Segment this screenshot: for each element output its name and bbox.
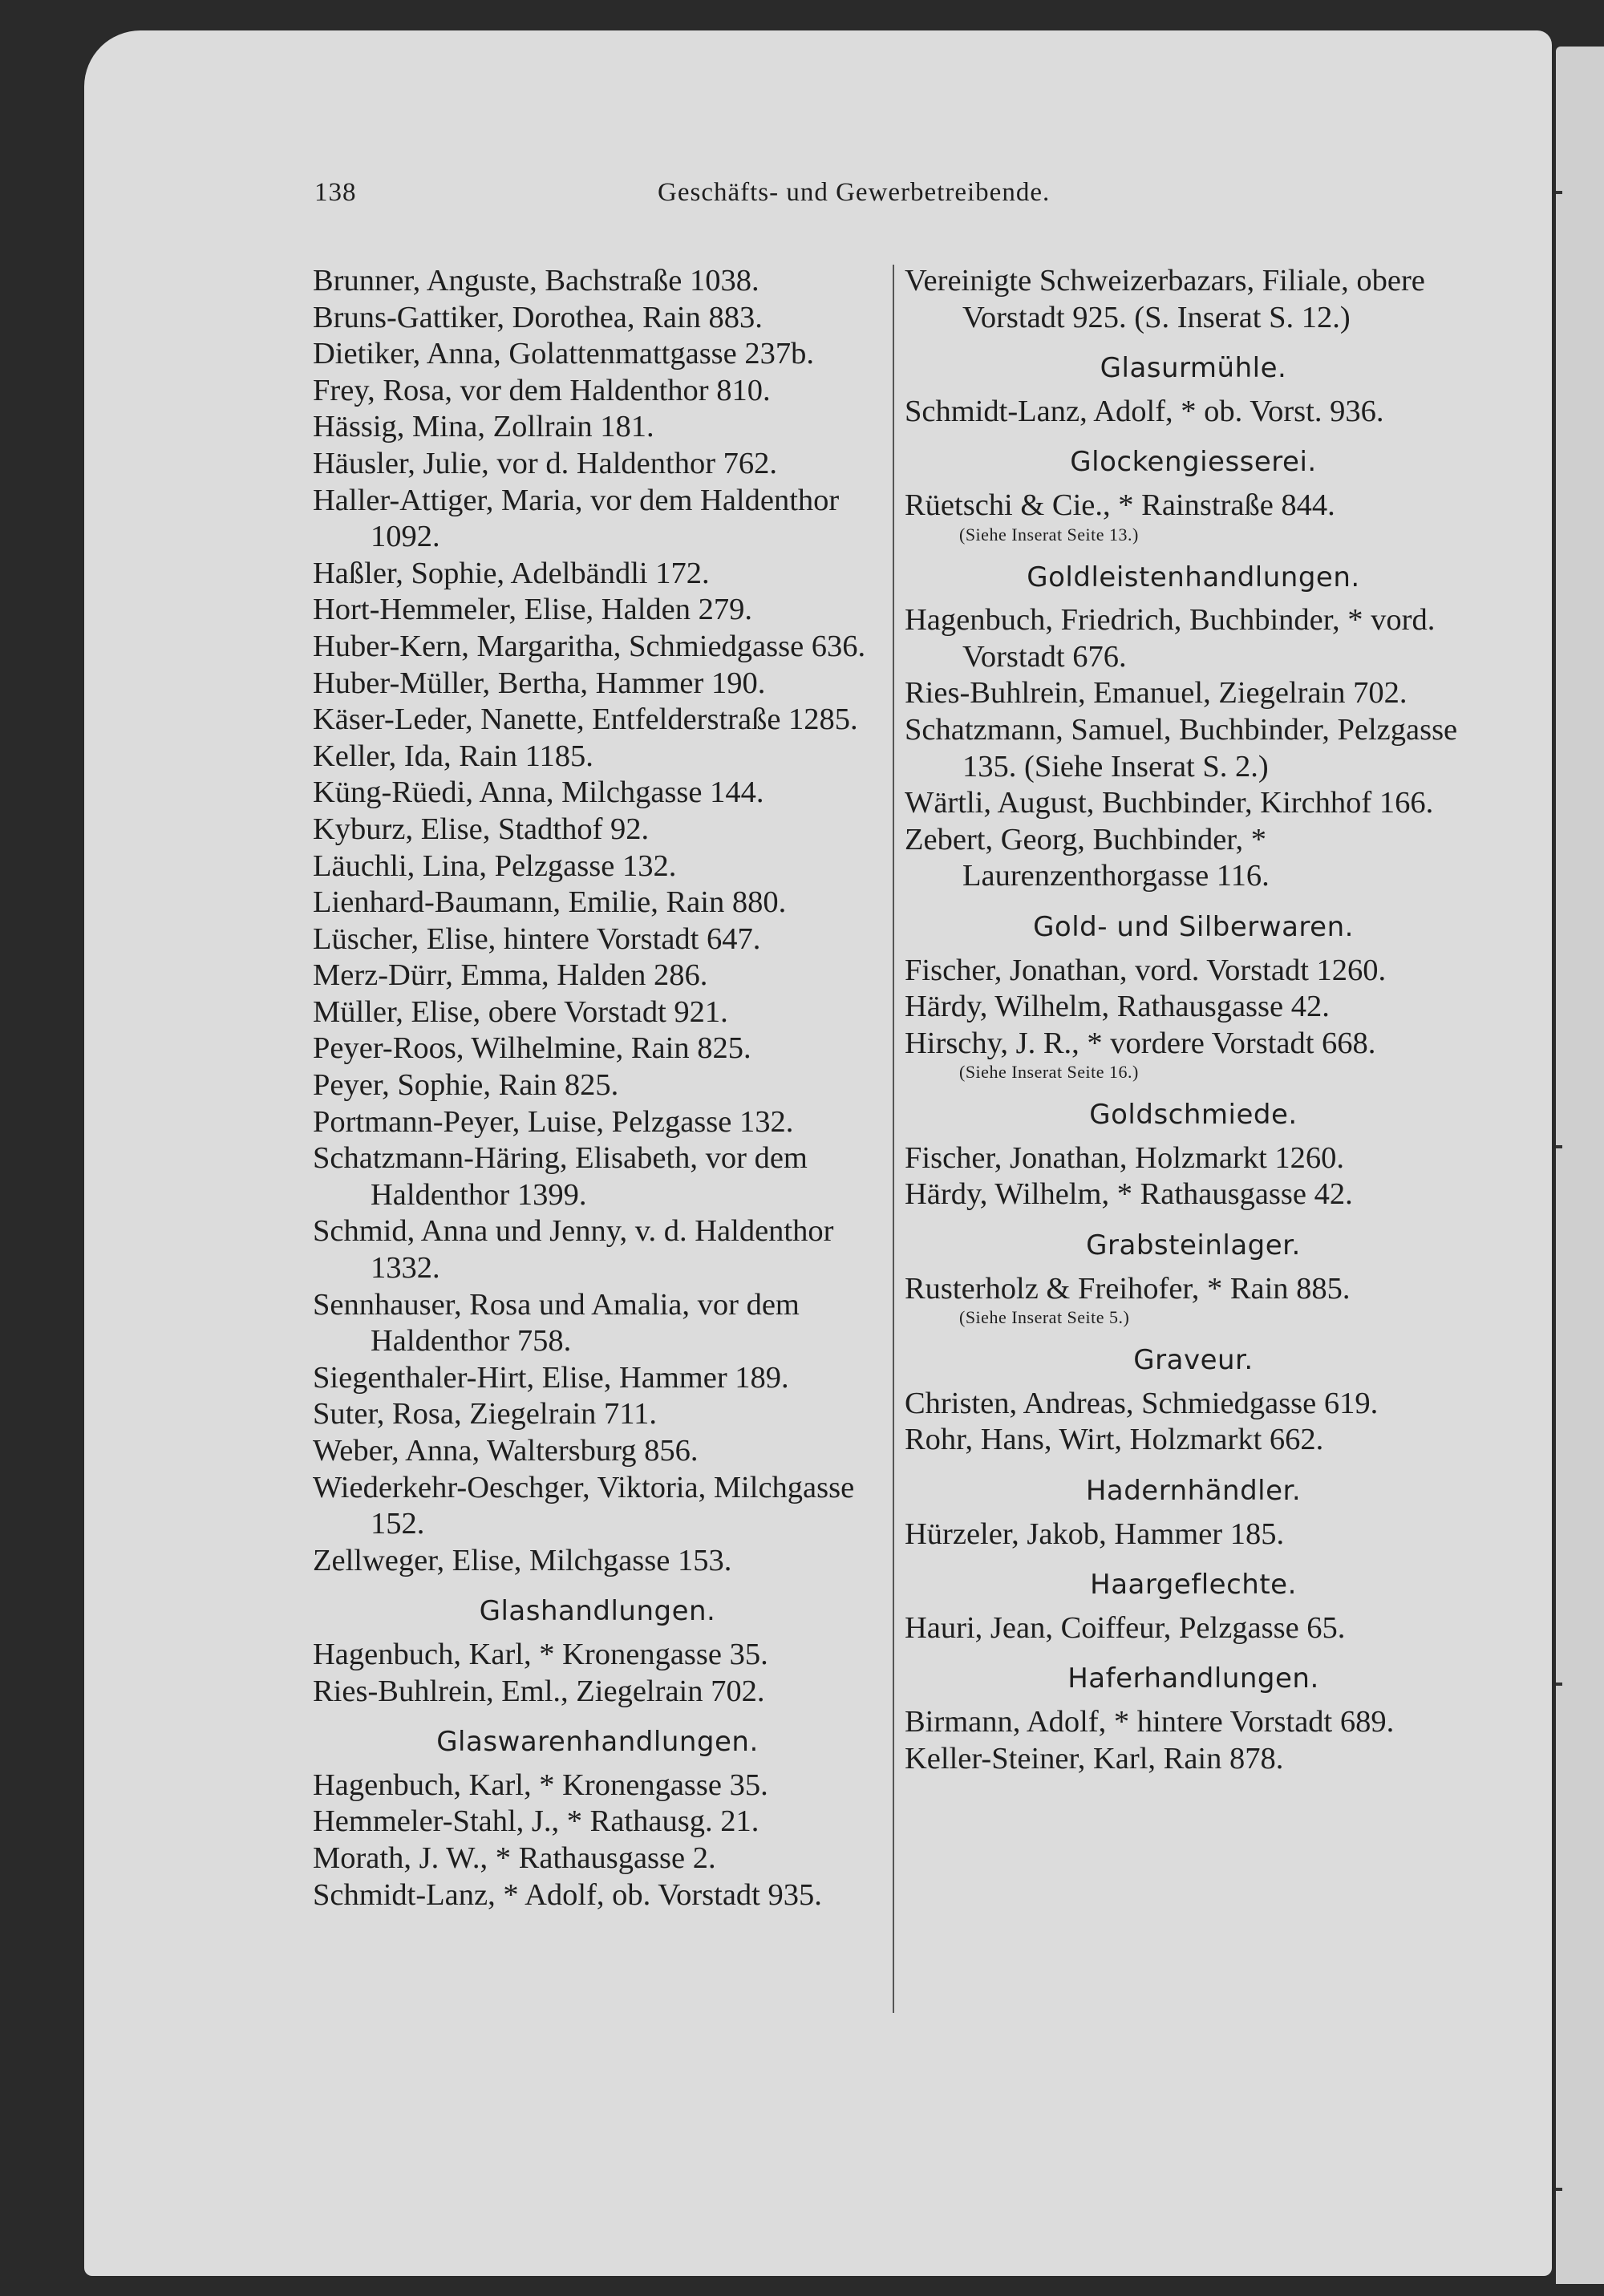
directory-entry: Keller-Steiner, Karl, Rain 878. xyxy=(905,1741,1284,1776)
directory-entry: Rüetschi & Cie., * Rainstraße 844. xyxy=(905,488,1335,522)
directory-entry: Birmann, Adolf, * hintere Vorstadt 689. xyxy=(905,1705,1395,1739)
directory-entry: Suter, Rosa, Ziegelrain 711. xyxy=(313,1397,657,1431)
directory-entry: Hagenbuch, Friedrich, Buchbinder, * vord. Vorstadt 676. xyxy=(905,603,1436,674)
section-heading: Graveur. xyxy=(1133,1344,1254,1377)
directory-entry: Vereinigte Schweizerbazars, Filiale, obere Vorstadt 925. (S. Inserat S. 12.) xyxy=(905,264,1425,334)
directory-entry: Hässig, Mina, Zollrain 181. xyxy=(313,410,654,444)
directory-entry: Hürzeler, Jakob, Hammer 185. xyxy=(905,1516,1285,1551)
directory-entry: Rusterholz & Freihofer, * Rain 885. xyxy=(905,1271,1351,1306)
directory-entry: Kyburz, Elise, Stadthof 92. xyxy=(313,812,650,846)
directory-entry: Küng-Rüedi, Anna, Milchgasse 144. xyxy=(313,775,764,810)
directory-entry: Wärtli, August, Buchbinder, Kirchhof 166. xyxy=(905,786,1434,820)
directory-entry: Peyer-Roos, Wilhelmine, Rain 825. xyxy=(313,1031,751,1066)
directory-entry: Huber-Müller, Bertha, Hammer 190. xyxy=(313,666,766,700)
page-number: 138 xyxy=(314,178,357,207)
directory-entry: Lüscher, Elise, hintere Vorstadt 647. xyxy=(313,921,761,956)
section-heading: Goldschmiede. xyxy=(1089,1099,1298,1132)
left-column xyxy=(313,263,882,1913)
section-heading: Haferhandlungen. xyxy=(1067,1662,1319,1695)
directory-entry: Merz-Dürr, Emma, Halden 286. xyxy=(313,958,708,993)
edge-mark xyxy=(1556,191,1562,194)
section-heading: Glasurmühle. xyxy=(1100,352,1287,385)
directory-entry: Hort-Hemmeler, Elise, Halden 279. xyxy=(313,593,752,627)
directory-entry: Schatzmann-Häring, Elisabeth, vor dem Haldenthor 1399. xyxy=(313,1141,808,1212)
directory-entry: Hagenbuch, Karl, * Kronengasse 35. xyxy=(313,1768,768,1802)
directory-entry: Haller-Attiger, Maria, vor dem Haldenthor 1092. xyxy=(313,483,840,554)
directory-entry: Schmidt-Lanz, * Adolf, ob. Vorstadt 935. xyxy=(313,1877,822,1912)
inserat-note: (Siehe Inserat Seite 13.) xyxy=(959,524,1139,545)
column-divider xyxy=(893,265,894,2013)
directory-entry: Fischer, Jonathan, Holzmarkt 1260. xyxy=(905,1140,1345,1175)
section-heading: Goldleistenhandlungen. xyxy=(1027,561,1360,593)
directory-entry: Käser-Leder, Nanette, Entfelderstraße 1285. xyxy=(313,703,858,737)
section-heading: Glashandlungen. xyxy=(479,1595,716,1628)
directory-entry: Siegenthaler-Hirt, Elise, Hammer 189. xyxy=(313,1360,789,1395)
right-column xyxy=(905,263,1482,1777)
running-title: Geschäfts- und Gewerbetreibende. xyxy=(658,178,1051,207)
directory-entry: Morath, J. W., * Rathausgasse 2. xyxy=(313,1840,716,1875)
directory-entry: Ries-Buhlrein, Emanuel, Ziegelrain 702. xyxy=(905,676,1408,711)
directory-entry: Hemmeler-Stahl, J., * Rathausg. 21. xyxy=(313,1804,759,1839)
directory-entry: Schatzmann, Samuel, Buchbinder, Pelzgasse 135. (Siehe Inserat S. 2.) xyxy=(905,712,1458,784)
directory-entry: Härdy, Wilhelm, * Rathausgasse 42. xyxy=(905,1177,1353,1212)
edge-mark xyxy=(1556,1145,1562,1148)
directory-entry: Bruns-Gattiker, Dorothea, Rain 883. xyxy=(313,300,763,334)
directory-entry: Huber-Kern, Margaritha, Schmiedgasse 636. xyxy=(313,629,866,663)
directory-entry: Keller, Ida, Rain 1185. xyxy=(313,739,593,773)
inserat-note: (Siehe Inserat Seite 16.) xyxy=(959,1062,1139,1083)
next-page-edge xyxy=(1556,47,1604,2284)
directory-entry: Hauri, Jean, Coiffeur, Pelzgasse 65. xyxy=(905,1610,1346,1645)
directory-entry: Häusler, Julie, vor d. Haldenthor 762. xyxy=(313,446,778,480)
directory-entry: Wiederkehr-Oeschger, Viktoria, Milchgasse 152. xyxy=(313,1470,855,1541)
directory-entry: Läuchli, Lina, Pelzgasse 132. xyxy=(313,848,677,883)
directory-entry: Peyer, Sophie, Rain 825. xyxy=(313,1068,619,1103)
directory-entry: Müller, Elise, obere Vorstadt 921. xyxy=(313,994,728,1029)
section-heading: Hadernhändler. xyxy=(1085,1475,1302,1508)
directory-entry: Zellweger, Elise, Milchgasse 153. xyxy=(313,1543,732,1577)
directory-entry: Schmid, Anna und Jenny, v. d. Haldenthor 1332. xyxy=(313,1214,834,1286)
directory-entry: Lienhard-Baumann, Emilie, Rain 880. xyxy=(313,885,787,920)
directory-entry: Hirschy, J. R., * vordere Vorstadt 668. xyxy=(905,1026,1376,1060)
directory-entry: Haßler, Sophie, Adelbändli 172. xyxy=(313,556,710,590)
directory-entry: Portmann-Peyer, Luise, Pelzgasse 132. xyxy=(313,1104,794,1139)
directory-entry: Zebert, Georg, Buchbinder, * Laurenzenthorgasse 116. xyxy=(905,822,1270,893)
section-heading: Glaswarenhandlungen. xyxy=(436,1726,759,1759)
section-heading: Gold- und Silberwaren. xyxy=(1033,910,1354,943)
inserat-note: (Siehe Inserat Seite 5.) xyxy=(959,1307,1130,1328)
directory-entry: Frey, Rosa, vor dem Haldenthor 810. xyxy=(313,373,771,407)
section-heading: Glockengiesserei. xyxy=(1070,446,1317,479)
directory-entry: Christen, Andreas, Schmiedgasse 619. xyxy=(905,1386,1379,1420)
directory-entry: Weber, Anna, Waltersburg 856. xyxy=(313,1434,699,1468)
section-heading: Haargeflechte. xyxy=(1090,1569,1297,1602)
directory-entry: Rohr, Hans, Wirt, Holzmarkt 662. xyxy=(905,1423,1324,1457)
directory-entry: Schmidt-Lanz, Adolf, * ob. Vorst. 936. xyxy=(905,394,1384,428)
directory-entry: Hagenbuch, Karl, * Kronengasse 35. xyxy=(313,1637,768,1671)
edge-mark xyxy=(1556,1683,1562,1686)
edge-mark xyxy=(1556,2188,1562,2191)
section-heading: Grabsteinlager. xyxy=(1086,1229,1301,1262)
directory-entry: Sennhauser, Rosa und Amalia, vor dem Haldenthor 758. xyxy=(313,1287,800,1359)
directory-entry: Härdy, Wilhelm, Rathausgasse 42. xyxy=(905,990,1330,1024)
directory-entry: Fischer, Jonathan, vord. Vorstadt 1260. xyxy=(905,953,1387,987)
directory-entry: Dietiker, Anna, Golattenmattgasse 237b. xyxy=(313,337,815,371)
directory-entry: Brunner, Anguste, Bachstraße 1038. xyxy=(313,264,759,298)
directory-entry: Ries-Buhlrein, Eml., Ziegelrain 702. xyxy=(313,1674,765,1708)
